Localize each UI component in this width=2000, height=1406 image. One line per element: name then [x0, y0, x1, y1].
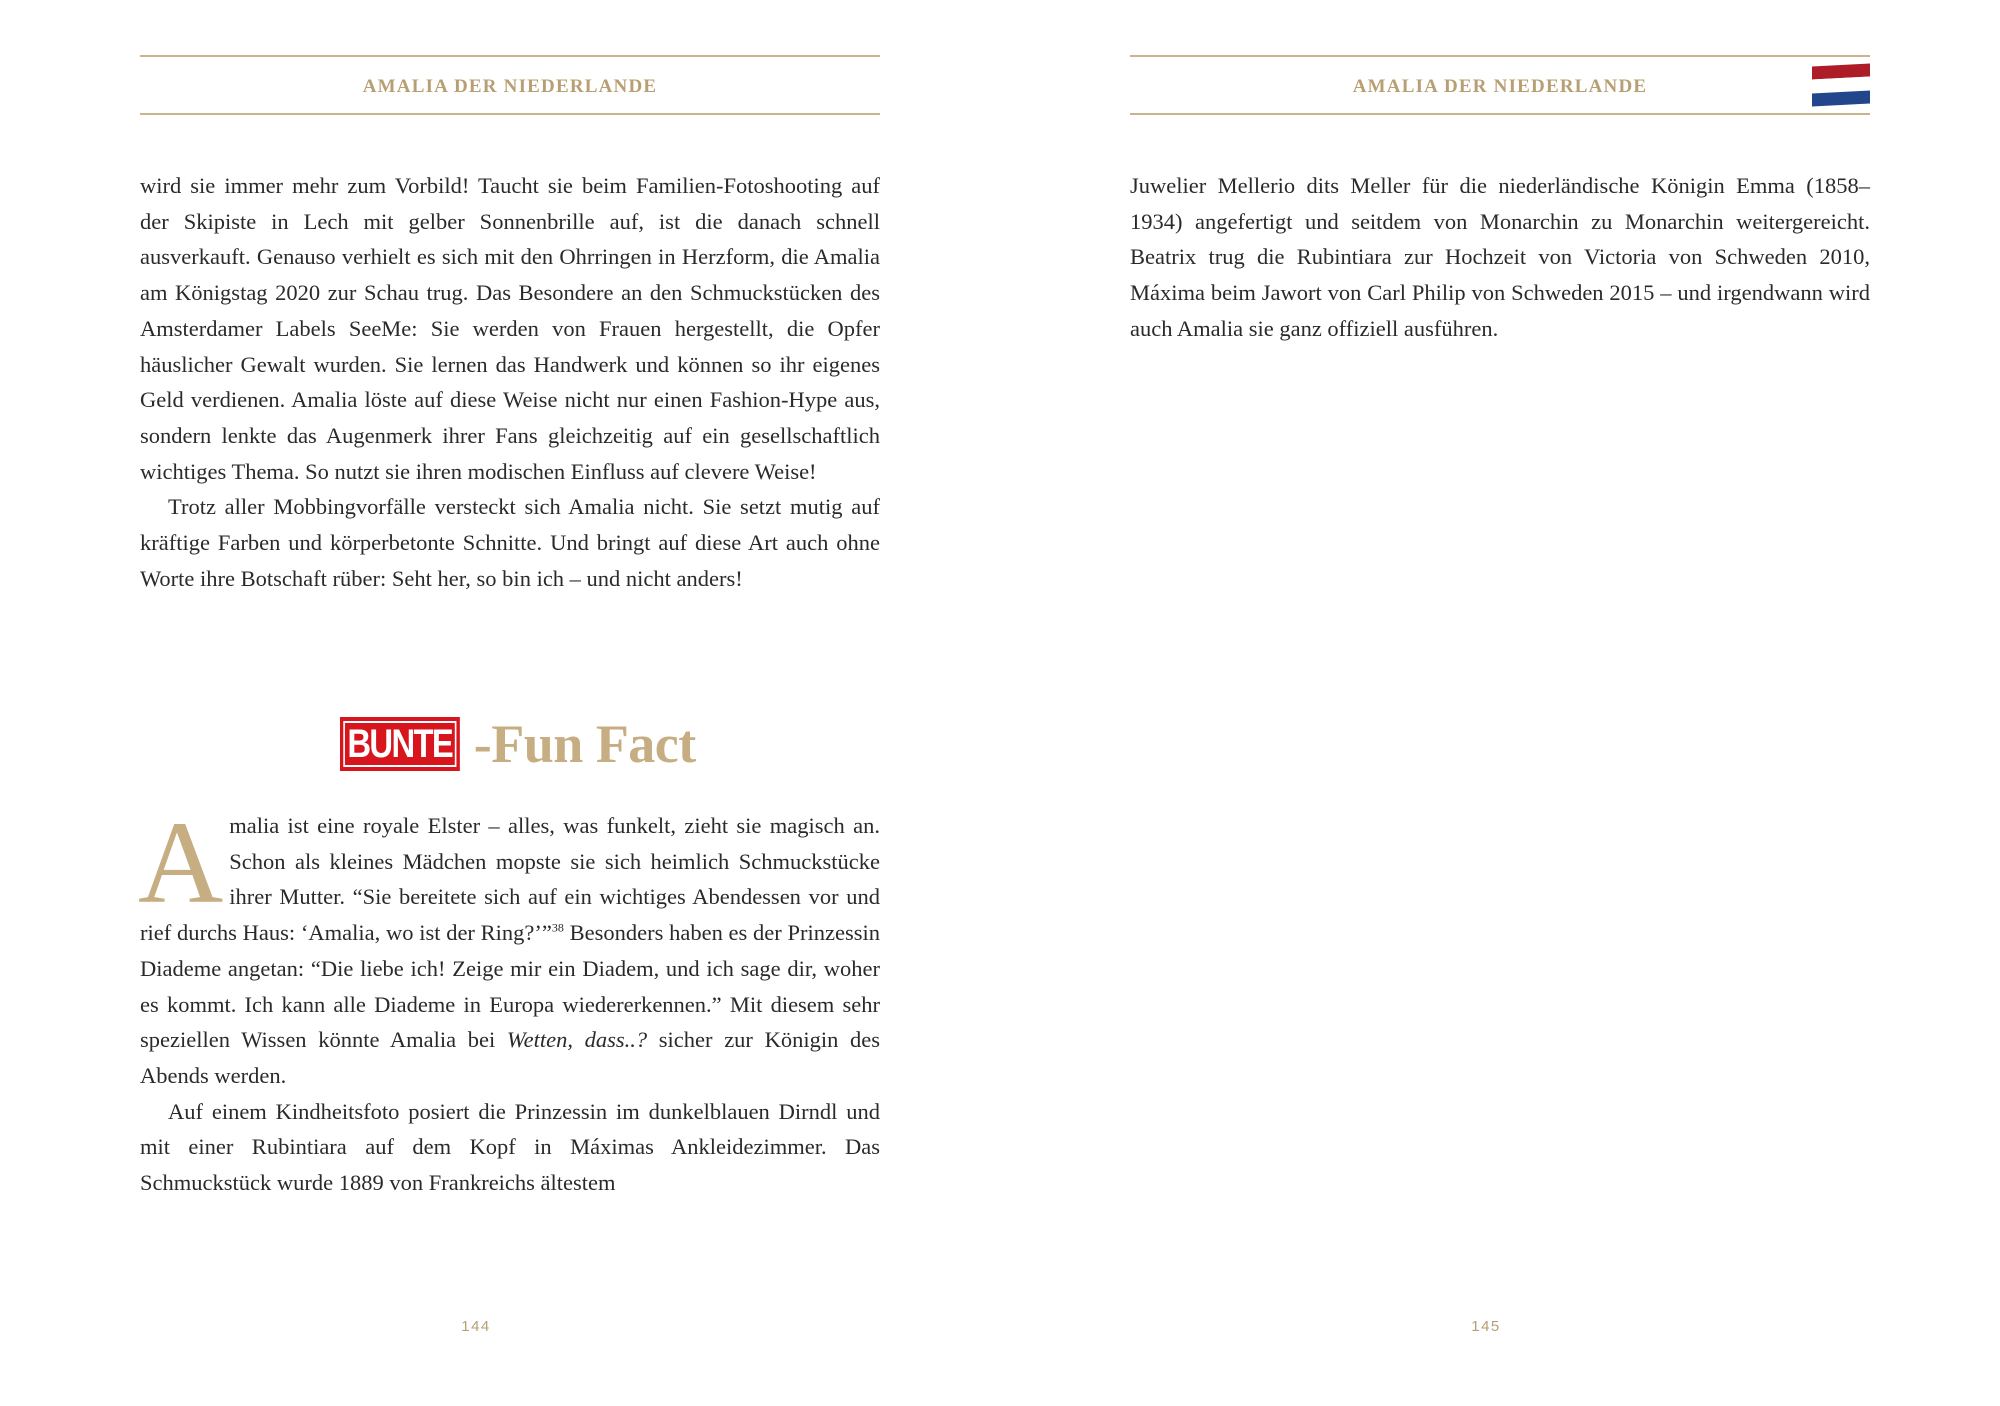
body-text-top	[140, 168, 880, 596]
fun-fact-heading	[340, 716, 696, 772]
running-head-title: AMALIA DER NIEDERLANDE	[1352, 76, 1648, 97]
body-paragraph: wird sie immer mehr zum Vorbild! Taucht sie beim Familien-Fotoshooting auf der Skipiste in Lech mit gelber Sonnenbrille auf, ist die danach schnell ausverkauft. Genauso verhielt es sich mit den Ohrringen in Herzform, die Amalia am Königstag 2020 zur Schau trug. Das Besondere an den Schmuckstücken des Amsterdamer Labels SeeMe: Sie werden von Frauen hergestellt, die Opfer häuslicher Gewalt wurden. Sie lernen das Handwerk und können so ihr eigenes Geld verdienen. Amalia löste auf diese Weise nicht nur einen Fashion-Hype aus, sondern lenkte das Augenmerk ihrer Fans gleichzeitig auf ein gesellschaftlich wichtiges Thema. So nutzt sie ihren modischen Einfluss auf clevere Weise!	[140, 173, 880, 484]
show-title-italic: Wetten, dass..?	[506, 1027, 648, 1053]
page-number-left: 144	[461, 1318, 491, 1335]
running-head-title: AMALIA DER NIEDERLANDE	[362, 76, 658, 97]
page-number-right: 145	[1471, 1318, 1501, 1335]
fun-fact-paragraph	[138, 797, 880, 1094]
fun-fact-paragraph-2: Auf einem Kindheitsfoto posiert die Prinzessin im dunkelblauen Dirndl und mit einer Rubintiara auf dem Kopf in Máximas Ankleidezimmer. Das Schmuckstück wurde 1889 von Frankreichs ältestem	[140, 1098, 880, 1196]
drop-cap: A	[138, 797, 224, 928]
netherlands-flag-icon	[1812, 63, 1870, 106]
footnote-reference: 38	[551, 920, 564, 935]
running-head-left	[140, 55, 880, 115]
body-text-right	[1130, 168, 1870, 347]
running-head-right	[1130, 55, 1870, 115]
fun-fact-text-part2: Besonders haben es der Prinzessin Diademe angetan: “Die liebe ich! Zeige mir ein Diadem, und ich sage dir, woher es kommt. Ich kann alle Diademe in Europa wiedererkennen.” Mit diesem sehr speziellen Wissen könnte Amalia bei	[140, 920, 880, 1053]
fun-fact-text-part3: sicher zur Königin des Abends werden.	[140, 1027, 880, 1088]
bunte-logo: BUNTE	[340, 717, 460, 771]
flag-stripe-blue	[1812, 90, 1870, 106]
fun-fact-body	[138, 797, 880, 1201]
left-page	[140, 0, 880, 1406]
body-paragraph: Juwelier Mellerio dits Meller für die niederländische Königin Emma (1858–1934) angefertigt und seitdem von Monarchin zu Monarchin weitergereicht. Beatrix trug die Rubintiara zur Hochzeit von Victoria von Schweden 2010, Máxima beim Jawort von Carl Philip von Schweden 2015 – und irgendwann wird auch Amalia sie ganz offiziell ausführen.	[1130, 173, 1870, 341]
body-paragraph: Trotz aller Mobbingvorfälle versteckt sich Amalia nicht. Sie setzt mutig auf kräftige Farben und körperbetonte Schnitte. Und bringt auf diese Art auch ohne Worte ihre Botschaft rüber: Seht her, so bin ich – und nicht anders!	[140, 494, 880, 591]
fun-fact-text-part1: malia ist eine royale Elster – alles, was funkelt, zieht sie magisch an. Schon als kleines Mädchen mopste sie sich heimlich Schmuckstücke ihrer Mutter. “Sie bereitete sich auf ein wichtiges Abendessen vor und rief durchs Haus: ‘Amalia, wo ist der Ring?’”	[140, 813, 880, 946]
fun-fact-title: -Fun Fact	[473, 714, 696, 774]
right-page	[1130, 0, 1870, 1406]
